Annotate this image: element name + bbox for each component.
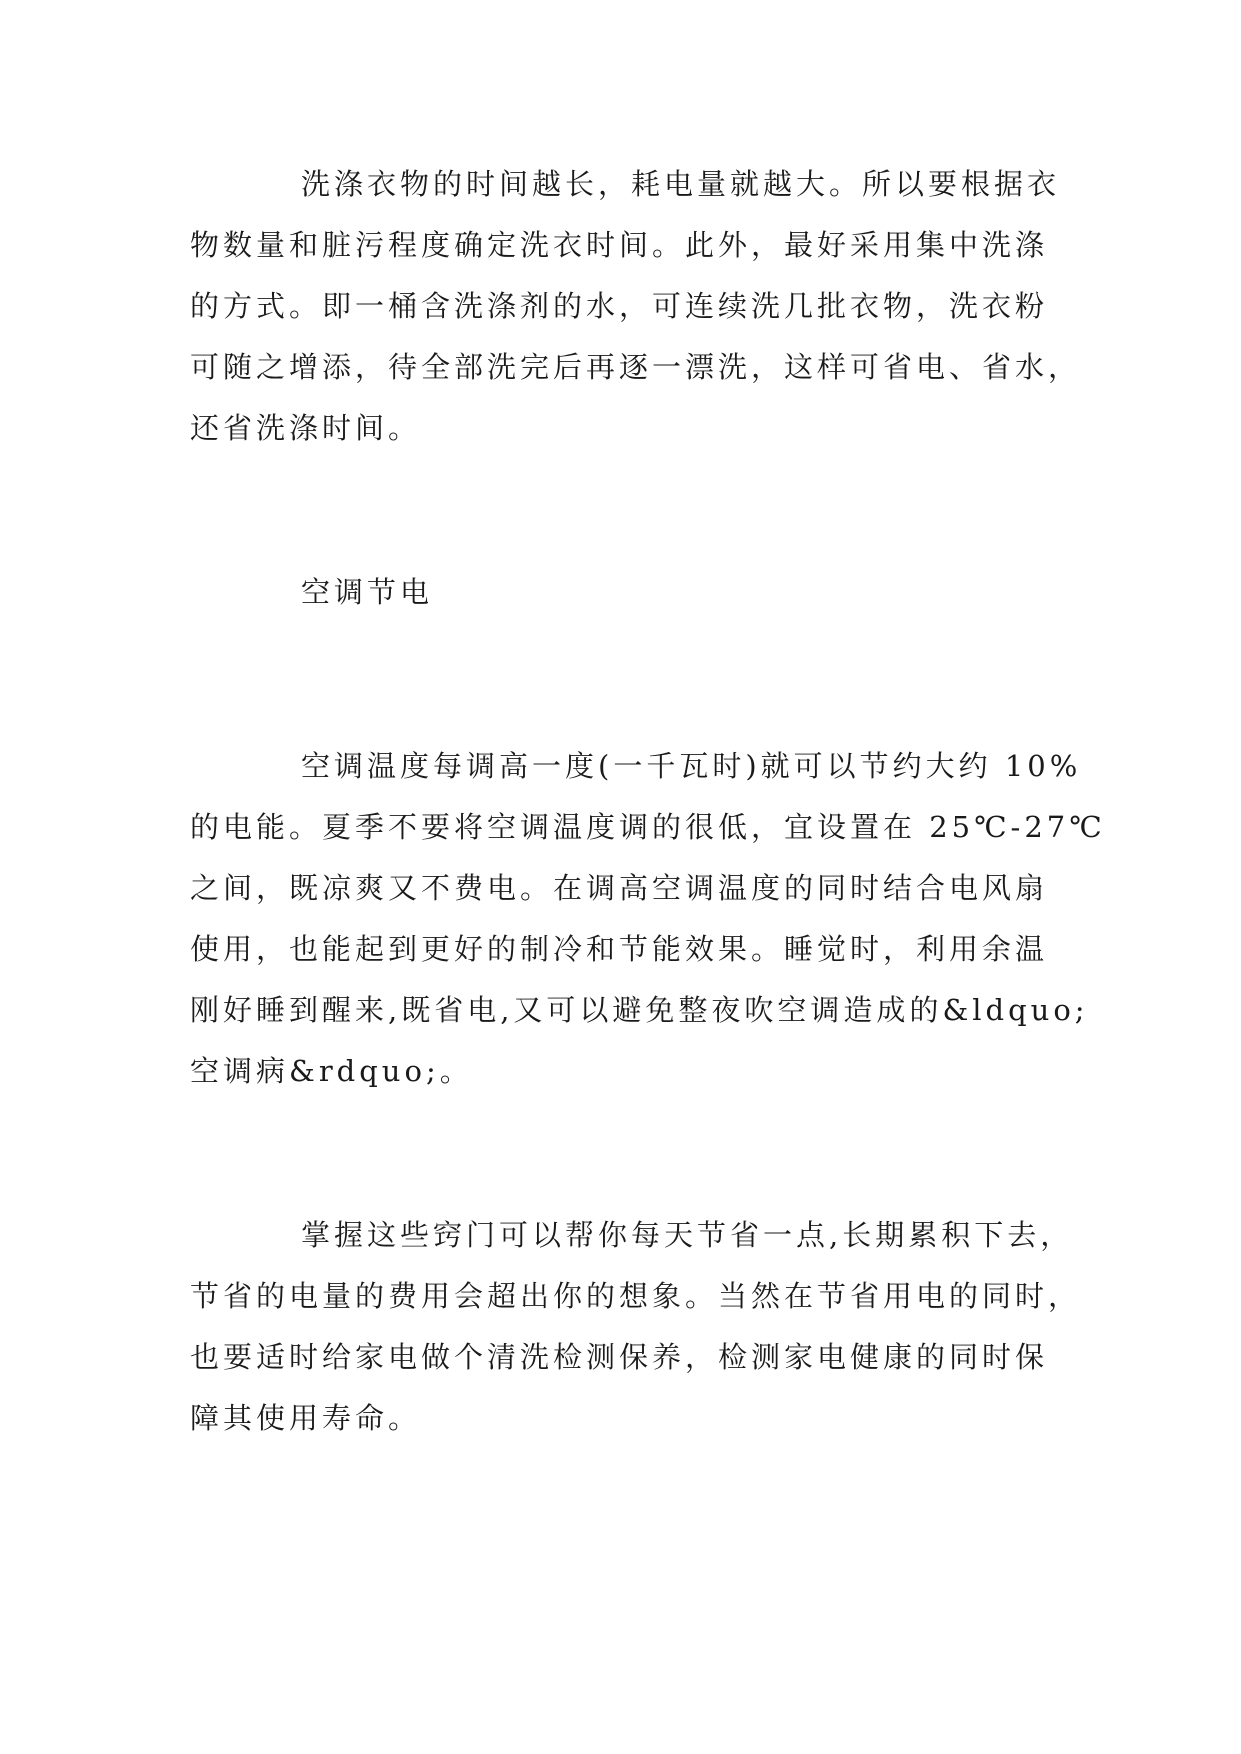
paragraph-line: 物数量和脏污程度确定洗衣时间。此外，最好采用集中洗涤 xyxy=(190,228,1049,262)
paragraph-line: 之间，既凉爽又不费电。在调高空调温度的同时结合电风扇 xyxy=(190,871,1049,905)
paragraph-washing xyxy=(190,154,1082,459)
paragraph-line: 的方式。即一桶含洗涤剂的水，可连续洗几批衣物，洗衣粉 xyxy=(190,289,1049,323)
paragraph-line: 刚好睡到醒来,既省电,又可以避免整夜吹空调造成的&ldquo; xyxy=(190,993,1089,1027)
paragraph-line: 还省洗涤时间。 xyxy=(190,411,422,445)
paragraph-line: 使用，也能起到更好的制冷和节能效果。睡觉时，利用余温 xyxy=(190,932,1049,966)
paragraph-line: 节省的电量的费用会超出你的想象。当然在节省用电的同时， xyxy=(190,1279,1082,1313)
paragraph-line: 空调温度每调高一度(一千瓦时)就可以节约大约 10% xyxy=(301,749,1082,783)
paragraph-line: 洗涤衣物的时间越长，耗电量就越大。所以要根据衣 xyxy=(301,167,1061,201)
paragraph-line: 也要适时给家电做个清洗检测保养，检测家电健康的同时保 xyxy=(190,1340,1049,1374)
section-heading: 空调节电 xyxy=(301,575,434,609)
section-heading-ac xyxy=(190,562,1060,623)
paragraph-ac xyxy=(190,736,1106,1102)
paragraph-line: 障其使用寿命。 xyxy=(190,1401,422,1435)
paragraph-line: 空调病&rdquo;。 xyxy=(190,1054,473,1088)
paragraph-tips xyxy=(190,1205,1082,1449)
paragraph-line: 可随之增添，待全部洗完后再逐一漂洗，这样可省电、省水， xyxy=(190,350,1082,384)
paragraph-line: 的电能。夏季不要将空调温度调的很低，宜设置在 25℃-27℃ xyxy=(190,810,1106,844)
paragraph-line: 掌握这些窍门可以帮你每天节省一点,长期累积下去， xyxy=(301,1218,1074,1252)
